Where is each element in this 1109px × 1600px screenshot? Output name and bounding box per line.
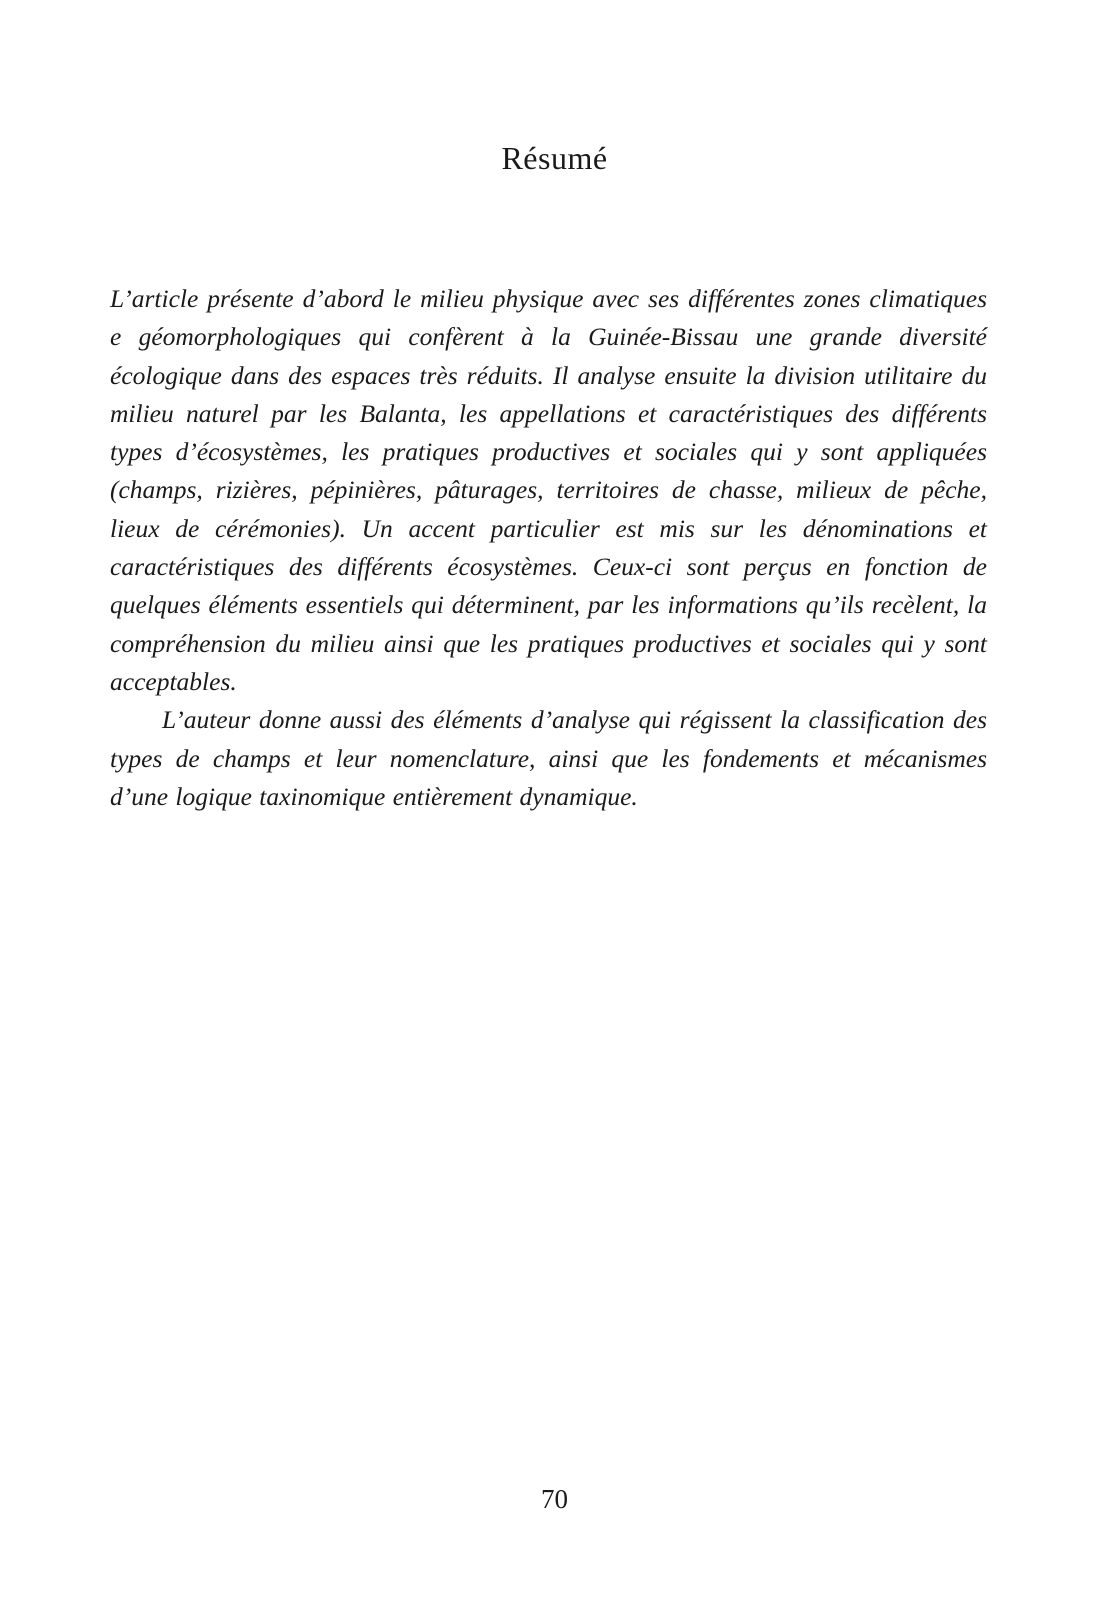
page-number: 70: [541, 1484, 568, 1514]
abstract-paragraph-2: L’auteur donne aussi des éléments d’analyse qui régissent la classification des types de champs et leur nomenclature, ainsi que les fondements et mécanismes d’une logique taxinomique entièrement dynamique.: [110, 705, 987, 811]
abstract-body: [110, 280, 987, 816]
abstract-paragraph-1: L’article présente d’abord le milieu physique avec ses différentes zones climatiques e géomorphologiques qui confèrent à la Guinée-Bissau une grande diversité écologique dans des espaces très réduits. Il analyse ensuite la division utilitaire du milieu naturel par les Balanta, les appellations et caractéristiques des différents types d’écosystèmes, les pratiques productives et sociales qui y sont appliquées (champs, rizières, pépinières, pâturages, territoires de chasse, milieux de pêche, lieux de cérémonies). Un accent particulier est mis sur les dénominations et caractéristiques des différents écosystèmes. Ceux-ci sont perçus en fonction de quelques éléments essentiels qui déterminent, par les informations qu’ils recèlent, la compréhension du milieu ainsi que les pratiques productives et sociales qui y sont acceptables.: [110, 284, 987, 696]
page-title: Résumé: [501, 140, 608, 176]
